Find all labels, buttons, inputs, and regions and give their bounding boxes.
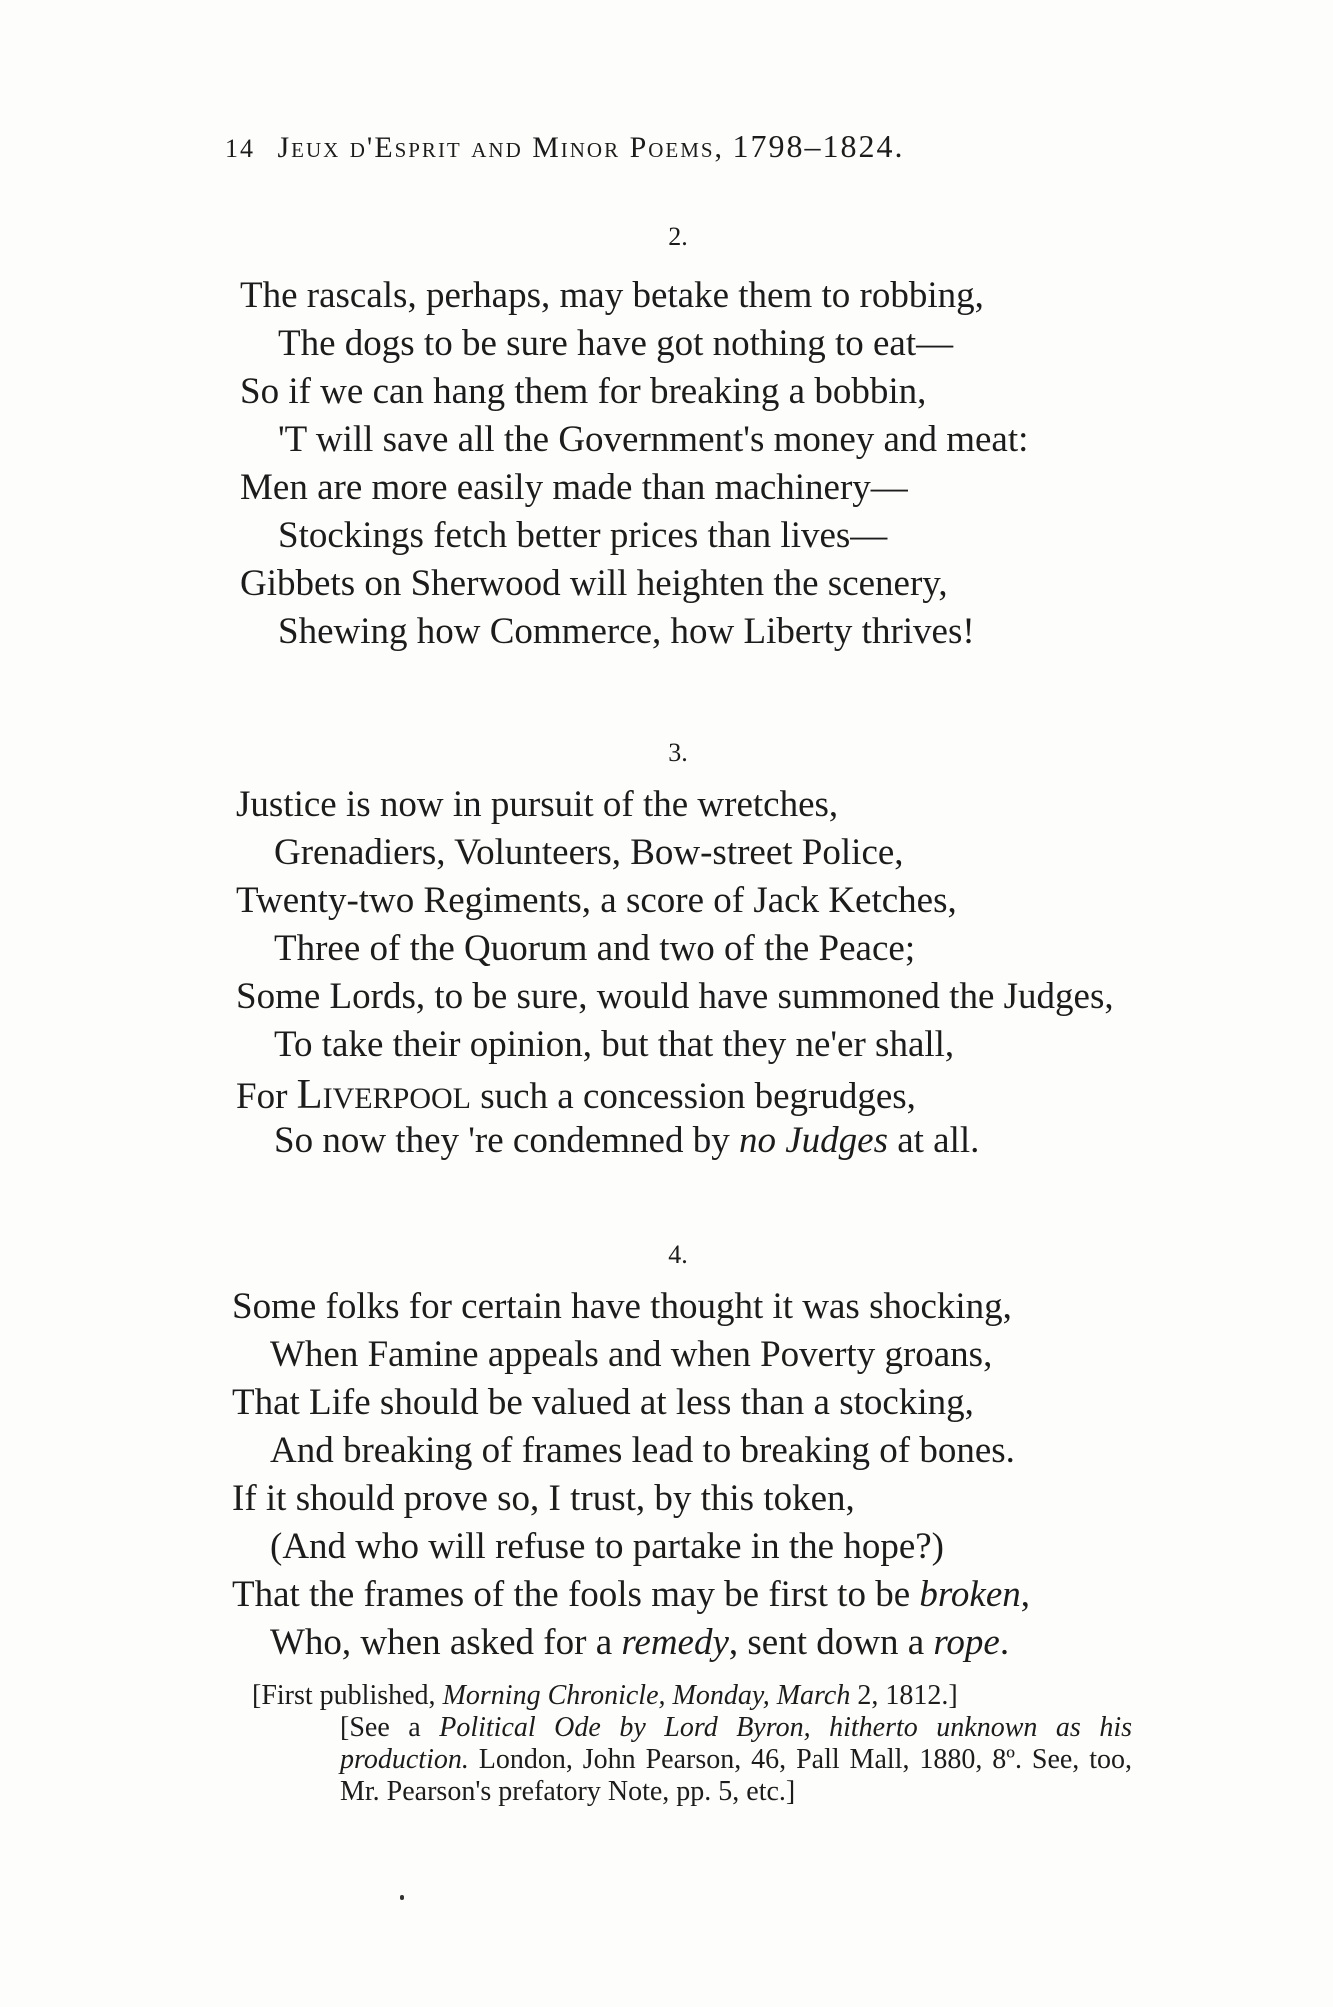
- verse-line: Men are more easily made than machinery—: [240, 467, 908, 508]
- verse-line: The rascals, perhaps, may betake them to robbing,: [240, 275, 984, 316]
- stanza-number: 2.: [668, 222, 688, 251]
- verse-line: And breaking of frames lead to breaking of bones.: [270, 1430, 1015, 1471]
- verse-line: The dogs to be sure have got nothing to eat—: [278, 323, 954, 364]
- footnotes: [252, 1680, 1132, 1808]
- running-years: 1798–1824.: [732, 128, 905, 164]
- stanza-number: 3.: [668, 738, 688, 767]
- running-header: [225, 128, 1125, 165]
- verse-line: Grenadiers, Volunteers, Bow-street Police,: [274, 832, 904, 873]
- verse-line: Some folks for certain have thought it was shocking,: [232, 1286, 1012, 1327]
- verse-line-nojudges: So now they 're condemned by no Judges at all.: [274, 1120, 980, 1161]
- page-number: 14: [225, 134, 255, 163]
- note-see-prefix: [See a: [340, 1712, 421, 1743]
- verse-line: If it should prove so, I trust, by this token,: [232, 1478, 855, 1519]
- note-date: 2, 1812.]: [857, 1680, 958, 1711]
- verse-line-liverpool: For Liverpool such a concession begrudges,: [236, 1071, 916, 1118]
- verse-line: Three of the Quorum and two of the Peace;: [274, 928, 916, 969]
- note-see-rest: London, John Pearson, 46, Pall Mall, 1880, 8º. See, too, Mr. Pearson's prefatory Note, pp. 5, etc.]: [340, 1744, 1132, 1807]
- verse-line: Justice is now in pursuit of the wretches,: [236, 784, 839, 825]
- name-liverpool: Liverpool: [296, 1071, 471, 1118]
- note-source: Morning Chronicle, Monday, March: [442, 1680, 851, 1711]
- verse-line: Stockings fetch better prices than lives—: [278, 515, 888, 556]
- verse-line-rope: Who, when asked for a remedy, sent down a rope.: [270, 1622, 1010, 1663]
- verse-line: To take their opinion, but that they ne'er shall,: [274, 1024, 955, 1065]
- verse-line-broken: That the frames of the fools may be first to be broken,: [232, 1574, 1030, 1615]
- verse-line: That Life should be valued at less than a stocking,: [232, 1382, 974, 1423]
- verse-line: So if we can hang them for breaking a bobbin,: [240, 371, 927, 412]
- verse-line: Shewing how Commerce, how Liberty thrives!: [278, 611, 975, 652]
- note-prefix: [First published,: [252, 1680, 436, 1711]
- verse-line: Some Lords, to be sure, would have summoned the Judges,: [236, 976, 1114, 1017]
- note-first-published: [252, 1680, 1132, 1712]
- stanza-number: 4.: [668, 1240, 688, 1269]
- note-see-also: [340, 1712, 1132, 1808]
- verse-line: (And who will refuse to partake in the hope?): [270, 1526, 945, 1567]
- verse-line: Gibbets on Sherwood will heighten the scenery,: [240, 563, 948, 604]
- running-title: Jeux d'Esprit and Minor Poems,: [277, 131, 725, 164]
- print-speck: [400, 1895, 404, 1900]
- note-see-title: Political Ode by Lord Byron, hitherto unknown as his production.: [340, 1712, 1132, 1775]
- verse-line: 'T will save all the Government's money and meat:: [278, 419, 1029, 460]
- verse-line: When Famine appeals and when Poverty groans,: [270, 1334, 993, 1375]
- verse-line: Twenty-two Regiments, a score of Jack Ketches,: [236, 880, 957, 921]
